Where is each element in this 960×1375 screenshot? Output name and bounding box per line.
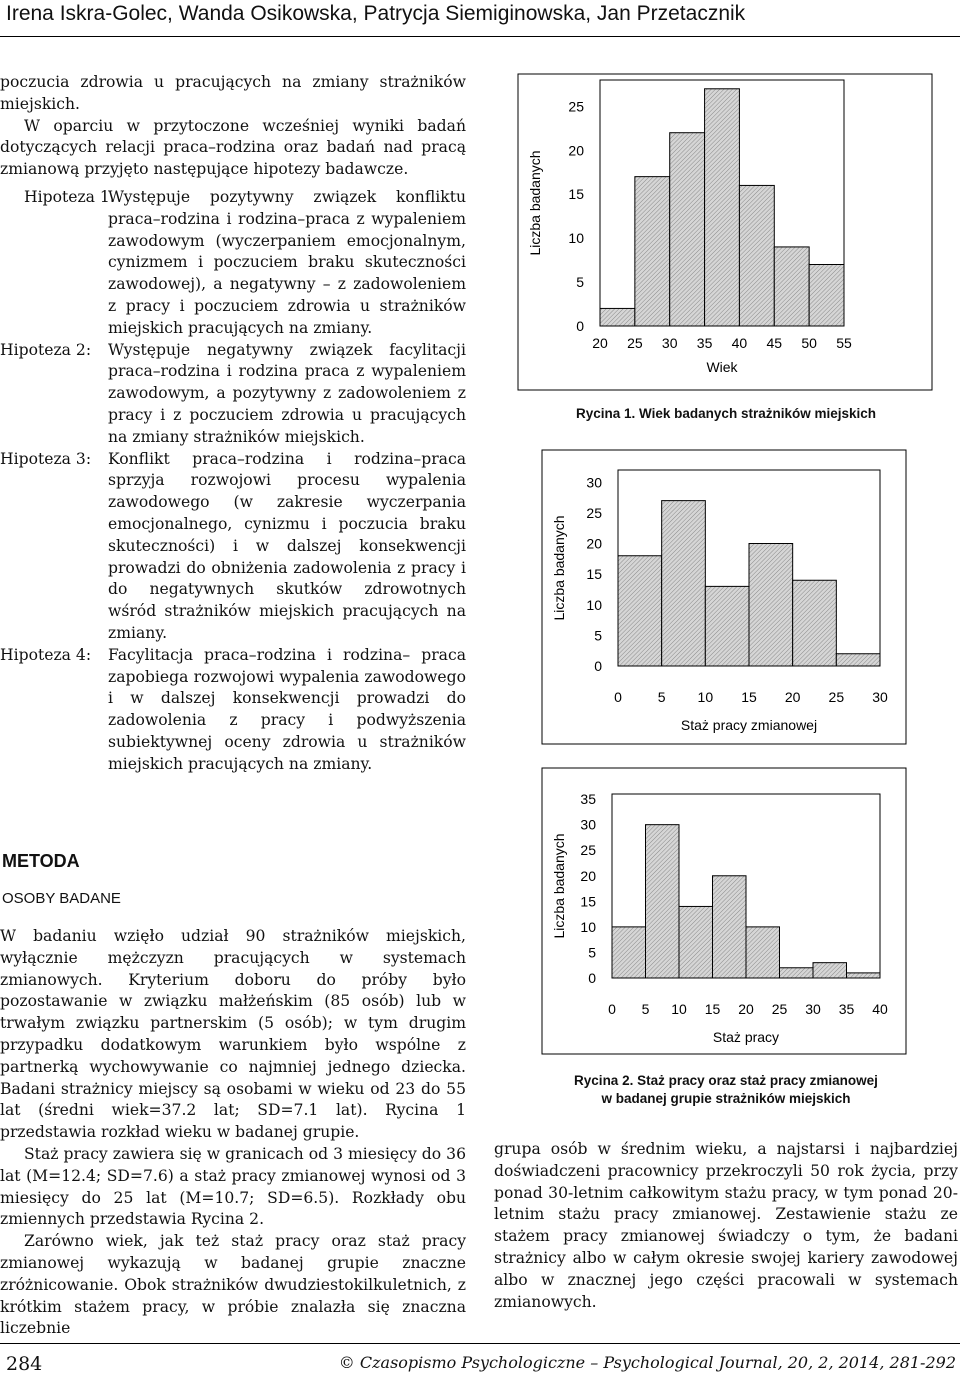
hypothesis-4	[0, 645, 466, 776]
x-tick-label: 20	[738, 1001, 754, 1017]
x-tick-label: 35	[696, 335, 713, 351]
x-tick-label: 25	[627, 335, 643, 351]
page-number: 284	[6, 1353, 43, 1375]
x-tick-label: 20	[592, 335, 608, 351]
histogram-bar	[646, 825, 680, 978]
histogram-bar	[600, 308, 635, 326]
section-heading-method: METODA	[2, 851, 80, 871]
x-tick-label: 25	[771, 1001, 788, 1017]
histogram-bar	[670, 133, 705, 326]
hypothesis-4-label: Hipoteza 4:	[0, 645, 92, 664]
method-text	[0, 926, 466, 1340]
histogram-bar	[749, 544, 793, 667]
y-tick-label: 10	[586, 596, 602, 613]
x-tick-label: 55	[836, 335, 852, 351]
x-tick-label: 0	[614, 689, 622, 705]
hypothesis-3-text: Konflikt praca–rodzina i rodzina–praca sprzyja rozwojowi procesu wypalenia zawodowego (w zakresie wyczerpania emocjonalnego, cynizmu i poczucia braku skuteczności) i w dalszej konsekwencji prowadzi do obniżenia zadowolenia z pracy i do negatywnych skutków zdrowotnych wśród strażników miejskich pracujących na zmiany.	[108, 449, 466, 642]
x-tick-label: 30	[661, 335, 678, 351]
right-paragraph: grupa osób w średnim wieku, a najstarsi i najbardziej doświadczeni pracownicy przekroczyli 50 rok życia, przy ponad 30-letnim całkowitym stażu pracy, w tym ponad 20-letnim stażu pracy zmianowej. Zestawienie stażu ze stażem pracy zmianowej świadczy o tym, że badani strażnicy albo w całym okresie swojej kariery zawodowej albo w znacznej jego części pracowali w systemach zmianowych.	[494, 1140, 958, 1311]
x-tick-label: 10	[697, 689, 714, 705]
method-paragraph-3: Zarówno wiek, jak też staż pracy oraz staż pracy zmianowej wykazują w badanej grupie znaczne zróżnicowanie. Obok strażników dwudziestokilkuletnich, z krótkim stażem pracy, w próbie znalazła się znaczna liczebnie	[0, 1232, 466, 1338]
figure-1-caption: Rycina 1. Wiek badanych strażników miejskich	[576, 406, 876, 421]
histogram-bar	[847, 973, 881, 978]
histogram-bar	[679, 906, 713, 978]
x-tick-label: 30	[805, 1001, 821, 1017]
histogram-bar	[635, 177, 670, 326]
y-tick-label: 20	[580, 867, 596, 884]
y-tick-label: 15	[568, 186, 584, 203]
x-tick-label: 45	[766, 335, 783, 351]
x-tick-label: 35	[838, 1001, 855, 1017]
y-axis-label: Liczba badanych	[527, 150, 543, 256]
x-axis-label: Wiek	[706, 359, 738, 375]
subsection-heading-participants: OSOBY BADANE	[2, 890, 121, 907]
hypothesis-4-text: Facylitacja praca–rodzina i rodzina– praca zapobiega rozwojowi wypalenia zawodowego i w dalszej konsekwencji prowadzi do zadowolenia z pracy i podwyższenia subiektywnej oceny zdrowia u strażników miejskich pracujących na zmiany.	[108, 645, 466, 773]
x-tick-label: 20	[784, 689, 801, 705]
histogram-bar	[813, 963, 847, 978]
hypothesis-2	[0, 340, 466, 449]
y-tick-label: 15	[580, 893, 596, 910]
histogram-bar	[809, 265, 844, 327]
journal-citation: © Czasopismo Psychologiczne – Psychological Journal, 20, 2, 2014, 281-292	[338, 1353, 956, 1372]
x-tick-label: 10	[671, 1001, 687, 1017]
x-tick-label: 30	[872, 689, 888, 705]
x-axis-label: Staż pracy zmianowej	[680, 717, 818, 733]
hypothesis-3-label: Hipoteza 3:	[0, 449, 92, 468]
y-tick-label: 30	[580, 816, 596, 833]
method-paragraph-2: Staż pracy zawiera się w granicach od 3 miesięcy do 36 lat (M=12.4; SD=7.6) a staż pracy zmianowej wynosi od 3 miesięcy do 25 lat (M=10.7; SD=6.5). Rozkłady obu zmiennych przedstawia Rycina 2.	[0, 1144, 466, 1229]
y-tick-label: 10	[580, 918, 596, 935]
y-tick-label: 5	[576, 274, 584, 291]
hypothesis-1-label: Hipoteza 1.	[24, 187, 115, 206]
hypothesis-3	[0, 449, 466, 645]
y-axis-label: Liczba badanych	[551, 515, 567, 621]
y-tick-label: 5	[588, 944, 596, 961]
histogram-bar	[618, 556, 662, 666]
hypothesis-1-text: Występuje pozytywny związek konfliktu praca–rodzina i rodzina–praca z wypaleniem zawodowym (wyczerpaniem emocjonalnym, cynizmem i poczuciem braku skuteczności zawodowej), a negatywny – z zadowoleniem z pracy i poczuciem zdrowia u strażników miejskich pracujących na zmiany.	[108, 187, 466, 337]
y-tick-label: 5	[594, 627, 602, 644]
y-tick-label: 25	[586, 504, 602, 521]
figure-2-caption	[516, 1072, 936, 1108]
figure-2-caption-line-2: w badanej grupie strażników miejskich	[601, 1091, 851, 1106]
x-tick-label: 5	[641, 1001, 650, 1017]
y-axis-label: Liczba badanych	[551, 833, 567, 939]
intro-paragraph-2: W oparciu w przytoczone wcześniej wyniki badań dotyczących relacji praca–rodzina oraz badań nad pracą zmianową przyjęto następujące hipotezy badawcze.	[0, 116, 466, 179]
histogram-bar	[746, 927, 780, 978]
figure-2b-chart	[540, 766, 910, 1058]
histogram-bar	[774, 247, 809, 326]
histogram-bar	[612, 927, 646, 978]
method-paragraph-1: W badaniu wzięło udział 90 strażników miejskich, wyłącznie mężczyzn pracujących w systemach zmianowych. Kryterium doboru do próby było pozostawanie w związku małżeńskim (85 osób) lub w trwałym związku partnerskim (5 osób); w tym drugim przypadku dodatkowym warunkiem było wspólne z partnerką wychowywanie co najmniej jednego dziecka. Badani strażnicy miejscy są osobami w wieku od 23 do 55 lat (średni wiek=37.2 lat; SD=7.1 lat). Rycina 1 przedstawia rozkład wieku w badanej grupie.	[0, 927, 466, 1142]
hypothesis-1	[0, 187, 466, 340]
x-tick-label: 40	[872, 1001, 888, 1017]
figure-2a-chart	[540, 448, 910, 748]
histogram-bar	[705, 586, 749, 666]
right-column-text	[494, 1139, 958, 1313]
histogram-bar	[780, 968, 814, 978]
x-tick-label: 50	[801, 335, 817, 351]
header-rule	[0, 36, 960, 37]
y-tick-label: 25	[580, 842, 596, 859]
histogram-bar	[793, 580, 837, 666]
histogram-bar	[705, 89, 740, 326]
x-tick-label: 40	[731, 335, 748, 351]
y-tick-label: 20	[586, 535, 602, 552]
x-tick-label: 5	[657, 689, 666, 705]
histogram-bar	[713, 876, 747, 978]
x-axis-label: Staż pracy	[712, 1029, 780, 1045]
running-header-authors: Irena Iskra-Golec, Wanda Osikowska, Patrycja Siemiginowska, Jan Przetacznik	[6, 2, 746, 25]
histogram-bar	[662, 501, 706, 666]
x-tick-label: 15	[741, 689, 757, 705]
x-tick-label: 0	[608, 1001, 616, 1017]
histogram-bar	[836, 654, 880, 666]
y-tick-label: 20	[568, 142, 584, 159]
y-tick-label: 35	[580, 791, 596, 808]
x-tick-label: 15	[704, 1001, 721, 1017]
y-tick-label: 0	[588, 970, 596, 986]
left-column	[0, 72, 466, 776]
y-tick-label: 0	[576, 318, 584, 334]
y-tick-label: 0	[594, 658, 602, 674]
y-tick-label: 10	[568, 230, 584, 247]
hypothesis-2-text: Występuje negatywny związek facylitacji praca–rodzina i rodzina praca z wypaleniem zawodowym, a pozytywny z zadowoleniem z pracy i z poczuciem zdrowia u pracujących na zmiany strażników miejskich.	[108, 340, 466, 446]
y-tick-label: 30	[586, 474, 602, 491]
footer-rule	[0, 1343, 960, 1344]
hypothesis-2-label: Hipoteza 2:	[0, 340, 92, 359]
histogram-bar	[739, 185, 774, 326]
y-tick-label: 25	[568, 98, 584, 115]
figure-2-caption-line-1: Rycina 2. Staż pracy oraz staż pracy zmianowej	[574, 1073, 878, 1088]
intro-paragraph-1: poczucia zdrowia u pracujących na zmiany strażników miejskich.	[0, 73, 466, 113]
y-tick-label: 15	[586, 566, 602, 583]
figure-1-chart	[516, 72, 936, 398]
x-tick-label: 25	[828, 689, 845, 705]
